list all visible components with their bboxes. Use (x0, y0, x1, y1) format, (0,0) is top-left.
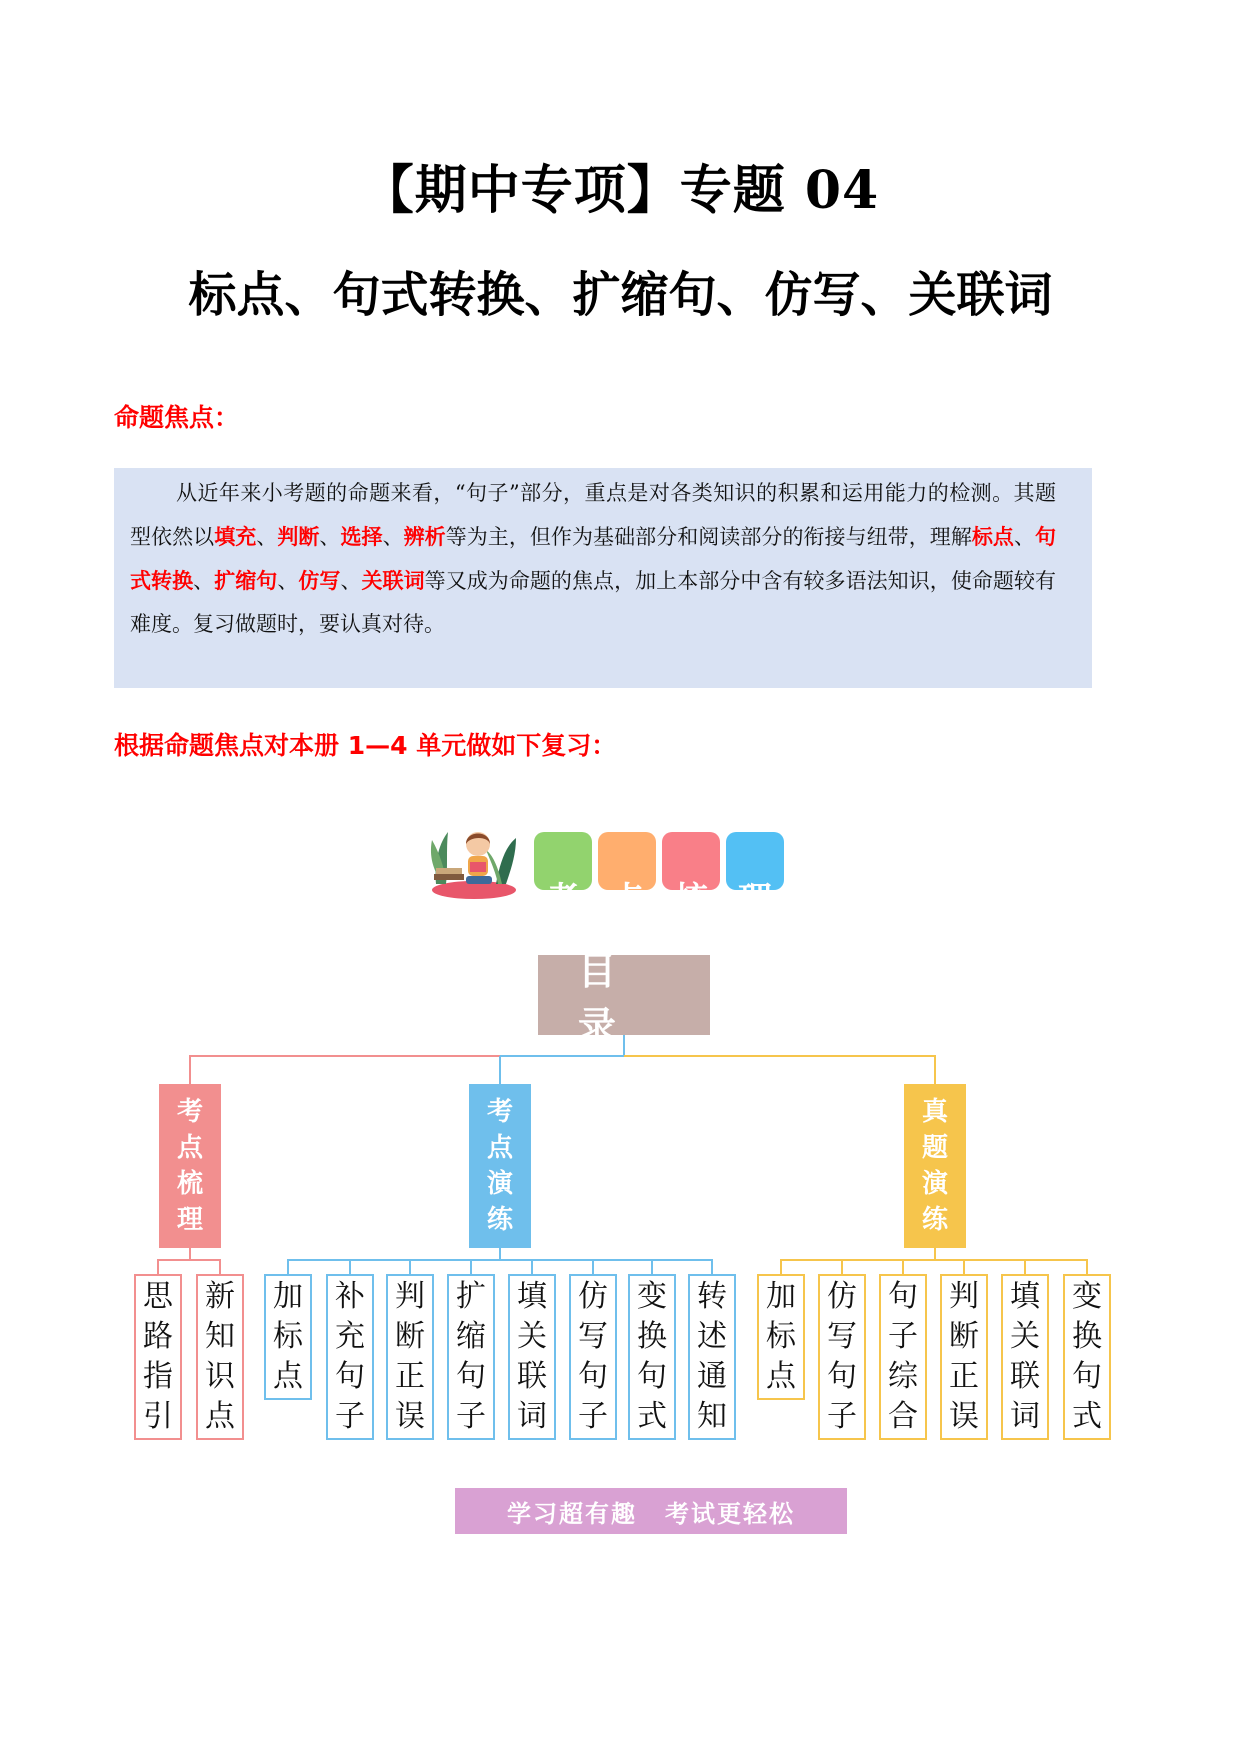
focus-paragraph (130, 472, 1056, 646)
leaf-label: 扩缩句子 (456, 1279, 486, 1434)
branch-real-exam (904, 1084, 966, 1248)
slogan-left: 学习超有趣 (507, 1499, 637, 1528)
highlight-term: 关联词 (361, 568, 425, 593)
branch-label: 考点演练 (486, 1097, 513, 1235)
paragraph-text: 、 (319, 525, 341, 549)
leaf-label: 仿写句子 (578, 1279, 608, 1434)
paragraph-text: 、 (256, 525, 278, 549)
table-of-contents-map (0, 950, 1241, 1550)
paragraph-text: 、 (340, 569, 362, 593)
banner-tile (598, 832, 656, 920)
leaf-node (757, 1274, 805, 1400)
paragraph-text: 等为主，但作为基础部分和阅读部分的衔接与纽带，理解 (445, 525, 972, 549)
review-heading: 根据命题焦点对本册 1—4 单元做如下复习： (114, 731, 617, 760)
focus-heading: 命题焦点： (114, 403, 240, 432)
leaf-label: 补充句子 (335, 1279, 365, 1434)
paragraph-text: 、 (193, 569, 215, 593)
leaf-node (196, 1274, 244, 1440)
banner-tile (662, 832, 720, 920)
leaf-label: 变换句式 (637, 1279, 667, 1434)
leaf-label: 加标点 (273, 1279, 303, 1394)
reading-girl-illustration (426, 820, 522, 900)
banner-tile-char: 理 (738, 880, 772, 920)
branch-label: 真题演练 (921, 1097, 948, 1235)
paragraph-text: 等又成为命题的焦点，加上本部分中含有较多语法知识，使命题较有难度。复习做题时，要认真对待。 (130, 569, 1057, 636)
leaf-node (1001, 1274, 1049, 1440)
paragraph-text: 、 (1013, 525, 1036, 549)
leaf-label: 转述通知 (697, 1279, 727, 1434)
leaf-node (569, 1274, 617, 1440)
slogan-banner (455, 1488, 847, 1534)
leaf-label: 思路指引 (143, 1279, 173, 1434)
highlight-term: 辨析 (403, 524, 446, 549)
branch-label: 考点梳理 (176, 1097, 203, 1235)
banner-tile-char: 梳 (674, 880, 708, 920)
leaf-label: 填关联词 (1010, 1279, 1040, 1434)
highlight-term: 选择 (340, 524, 383, 549)
slogan-right: 考试更轻松 (665, 1499, 795, 1528)
leaf-label: 判断正误 (395, 1279, 425, 1434)
page-subtitle: 标点、句式转换、扩缩句、仿写、关联词 (188, 267, 1053, 323)
leaf-label: 仿写句子 (827, 1279, 857, 1434)
highlight-term: 仿写 (298, 568, 341, 593)
branch-key-points (159, 1084, 221, 1248)
banner-tile (726, 832, 784, 920)
leaf-node (264, 1274, 312, 1400)
branch-practice (469, 1084, 531, 1248)
leaf-label: 句子综合 (888, 1279, 918, 1434)
leaf-node (326, 1274, 374, 1440)
banner-tile (534, 832, 592, 920)
leaf-label: 新知识点 (205, 1279, 235, 1434)
leaf-node (508, 1274, 556, 1440)
leaf-node (447, 1274, 495, 1440)
leaf-node (940, 1274, 988, 1440)
highlight-term: 标点 (971, 524, 1014, 549)
highlight-term: 填充 (214, 524, 257, 549)
leaf-node (1063, 1274, 1111, 1440)
highlight-term: 句式转换 (130, 524, 1057, 593)
leaf-node (818, 1274, 866, 1440)
page-title: 【期中专项】专题 04 (361, 160, 880, 221)
leaf-node (134, 1274, 182, 1440)
paragraph-text: 、 (277, 569, 299, 593)
paragraph-text: 、 (382, 525, 404, 549)
leaf-label: 填关联词 (517, 1279, 547, 1434)
leaf-label: 判断正误 (949, 1279, 979, 1434)
leaf-label: 变换句式 (1072, 1279, 1102, 1434)
leaf-label: 加标点 (766, 1279, 796, 1394)
banner-tile-char: 点 (610, 880, 644, 920)
focus-box (114, 468, 1092, 688)
leaf-node (628, 1274, 676, 1440)
leaf-node (688, 1274, 736, 1440)
highlight-term: 扩缩句 (214, 568, 278, 593)
leaf-node (386, 1274, 434, 1440)
toc-root: 目录 (538, 955, 710, 1035)
highlight-term: 判断 (277, 524, 320, 549)
section-banner (426, 820, 826, 920)
banner-tile-char: 考 (546, 880, 580, 920)
paragraph-text: 从近年来小考题的命题来看，“句子”部分，重点是对各类知识的积累和运用能力的检测。其题型依然以 (130, 481, 1056, 549)
leaf-node (879, 1274, 927, 1440)
